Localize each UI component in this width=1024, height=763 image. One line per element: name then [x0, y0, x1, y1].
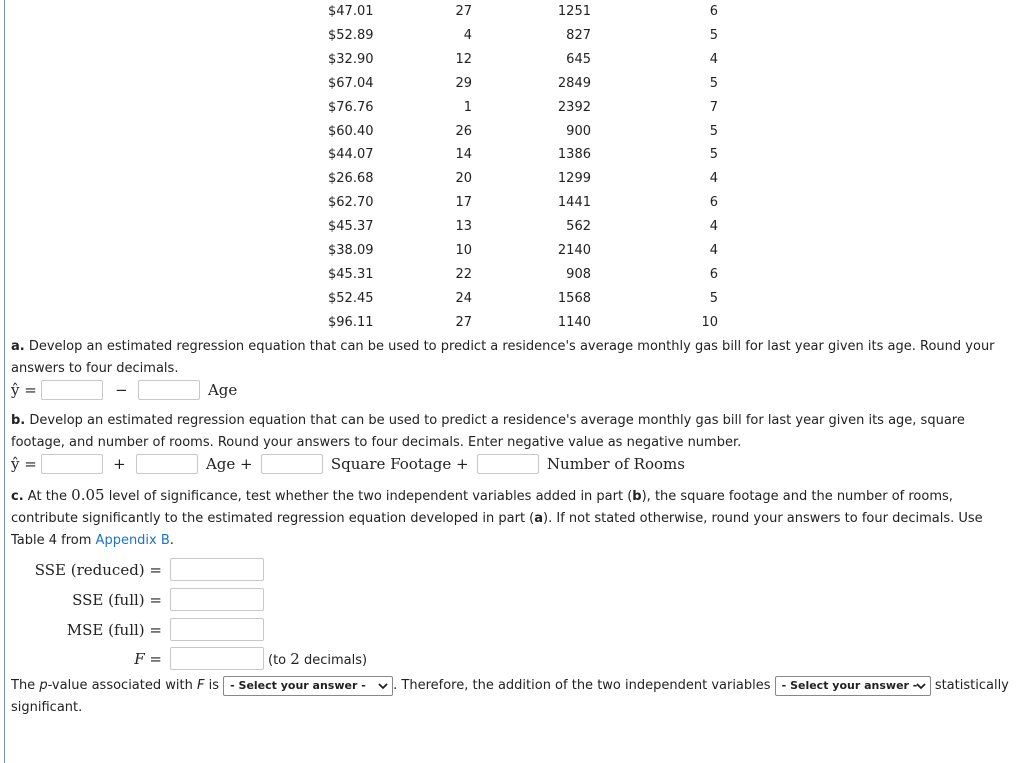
part-a-ref: a — [534, 511, 544, 526]
table-cell: $32.90 — [328, 51, 374, 67]
table-cell: 4 — [709, 243, 718, 258]
part-a-text: Develop an estimated regression equation that can be used to predict a residence's average monthly gas bill for last year given its age. Round your answers to four decimals. — [11, 339, 995, 376]
table-cell: $60.40 — [328, 123, 374, 139]
appendix-b-link[interactable]: Appendix B — [95, 533, 170, 548]
table-row — [0, 239, 1024, 263]
table-row — [0, 24, 1024, 48]
table-cell: $38.09 — [328, 243, 374, 258]
sse-full-input[interactable] — [170, 588, 264, 611]
table-cell: 5 — [709, 75, 718, 91]
table-cell: 22 — [455, 266, 472, 282]
f-note — [268, 646, 367, 674]
table-cell: 26 — [455, 123, 472, 139]
significance-select[interactable] — [775, 676, 931, 696]
significance-select-value: - Select your answer - — [781, 678, 918, 692]
part-a-question — [11, 336, 1016, 380]
chevron-down-icon — [916, 677, 926, 701]
sse-full-row — [0, 587, 400, 613]
table-cell: 2849 — [557, 75, 591, 91]
part-a-intercept-input[interactable] — [41, 380, 103, 400]
part-b-age-coef-input[interactable] — [136, 454, 198, 474]
part-b-equation — [11, 451, 685, 477]
f-note-num: 2 — [290, 650, 300, 668]
f-note-2: decimals) — [303, 653, 368, 668]
table-cell: 5 — [709, 147, 718, 163]
table-cell: 562 — [566, 219, 591, 235]
table-cell: 10 — [701, 314, 718, 330]
table-cell: $76.76 — [328, 99, 374, 115]
sse-full-label: SSE (full) = — [72, 591, 162, 609]
table-cell: 827 — [566, 27, 591, 43]
table-row — [0, 191, 1024, 215]
part-b-label: b. — [11, 413, 26, 428]
table-row — [0, 167, 1024, 191]
period: . — [169, 533, 174, 548]
part-b-intercept-input[interactable] — [41, 454, 103, 474]
table-cell: 1568 — [557, 290, 591, 306]
table-row — [0, 287, 1024, 311]
part-b-sqft-coef-input[interactable] — [261, 454, 323, 474]
table-cell: 29 — [455, 75, 472, 91]
table-cell: 5 — [709, 290, 718, 306]
mse-full-input[interactable] — [170, 618, 264, 641]
table-row — [0, 0, 1024, 24]
table-row — [0, 143, 1024, 167]
part-b-question — [11, 410, 1016, 454]
table-cell: $45.37 — [328, 219, 374, 235]
table-cell: 900 — [566, 123, 591, 139]
age-label: Age + — [205, 455, 253, 473]
mse-full-row — [0, 617, 400, 643]
sse-reduced-label: SSE (reduced) = — [34, 561, 162, 579]
table-cell: 10 — [455, 243, 472, 258]
table-cell: 1140 — [557, 314, 591, 330]
table-cell: 27 — [455, 314, 472, 330]
part-a-age-coef-input[interactable] — [138, 380, 200, 400]
part-c-text-2: level of significance, test whether the two independent variables added in part ( — [108, 489, 633, 504]
part-c-text-3: ), the square footage and the number of rooms, contribute significantly to the estimated regression equation developed in part ( — [11, 489, 953, 526]
table-cell: $26.68 — [328, 171, 374, 187]
table-cell: 4 — [709, 219, 718, 235]
yhat-label: ŷ = — [11, 455, 37, 473]
table-cell: 5 — [709, 123, 718, 139]
part-b-ref: b — [632, 489, 642, 504]
table-row — [0, 120, 1024, 144]
table-cell: 14 — [455, 147, 472, 163]
table-cell: 1386 — [557, 147, 591, 163]
table-row — [0, 215, 1024, 239]
table-cell: 1299 — [557, 171, 591, 187]
table-cell: 5 — [709, 27, 718, 43]
table-cell: 4 — [463, 27, 472, 43]
table-row — [0, 263, 1024, 287]
f-symbol: F — [196, 678, 205, 693]
pvalue-text-4: . Therefore, the addition of the two independent variables — [393, 678, 771, 693]
mse-full-label: MSE (full) = — [66, 621, 162, 639]
table-cell: 1251 — [557, 4, 591, 19]
number-of-rooms-label: Number of Rooms — [546, 455, 685, 473]
plus-sign: + — [113, 455, 126, 473]
age-label: Age — [207, 381, 238, 399]
table-cell: $52.45 — [328, 290, 374, 306]
f-label: F = — [134, 650, 162, 668]
table-cell: $45.31 — [328, 266, 374, 282]
table-cell: $44.07 — [328, 147, 374, 163]
table-cell: 27 — [455, 4, 472, 19]
pvalue-select-value: - Select your answer - — [230, 678, 366, 692]
table-cell: 1 — [463, 99, 472, 115]
table-cell: $62.70 — [328, 195, 374, 211]
f-row — [0, 646, 420, 672]
table-cell: 6 — [709, 266, 718, 282]
table-cell: $52.89 — [328, 27, 374, 43]
table-cell: 1441 — [557, 195, 591, 211]
table-cell: $47.01 — [328, 4, 374, 19]
p-symbol: p — [39, 678, 48, 693]
yhat-label: ŷ = — [11, 381, 37, 399]
significance-level: 0.05 — [71, 486, 105, 504]
chevron-down-icon — [378, 677, 388, 701]
table-row — [0, 48, 1024, 72]
minus-sign: − — [115, 381, 128, 399]
table-cell: 4 — [709, 51, 718, 67]
table-cell: 17 — [455, 195, 472, 211]
part-b-rooms-coef-input[interactable] — [477, 454, 539, 474]
part-c-text-4: ). If not stated otherwise, round your answers to four decimals. Use Table 4 from — [11, 511, 983, 548]
pvalue-text-5: statistically significant. — [11, 678, 1009, 715]
table-cell: 13 — [455, 219, 472, 235]
part-c-label: c. — [11, 489, 24, 504]
square-footage-label: Square Footage + — [330, 455, 469, 473]
table-cell: 645 — [566, 51, 591, 67]
table-cell: 20 — [455, 171, 472, 187]
table-cell: 7 — [709, 99, 718, 115]
pvalue-sentence — [11, 675, 1016, 719]
table-cell: 24 — [455, 290, 472, 306]
part-a-label: a. — [11, 339, 25, 354]
f-note-1: (to — [268, 653, 287, 668]
pvalue-text-3: is — [208, 678, 219, 693]
pvalue-text-2: -value associated with — [47, 678, 193, 693]
part-a-equation — [11, 377, 237, 403]
pvalue-text-1: The — [11, 678, 36, 693]
part-b-text: Develop an estimated regression equation that can be used to predict a residence's average monthly gas bill for last year given its age, square footage, and number of rooms. Round your answers to four decimals. Enter negative value as negative number. — [11, 413, 965, 450]
sse-reduced-input[interactable] — [170, 558, 264, 581]
table-cell: 6 — [709, 4, 718, 19]
table-cell: $96.11 — [328, 314, 374, 330]
sse-reduced-row — [0, 557, 400, 583]
f-input[interactable] — [170, 647, 264, 670]
table-cell: $67.04 — [328, 75, 374, 91]
table-row — [0, 72, 1024, 96]
table-cell: 12 — [455, 51, 472, 67]
pvalue-select[interactable] — [223, 676, 393, 696]
table-cell: 4 — [709, 171, 718, 187]
part-c-text-1: At the — [27, 489, 68, 504]
table-row — [0, 96, 1024, 120]
table-cell: 908 — [566, 266, 591, 282]
table-cell: 6 — [709, 195, 718, 211]
table-cell: 2140 — [557, 243, 591, 258]
part-c-question — [11, 484, 1016, 552]
table-cell: 2392 — [557, 99, 591, 115]
table-row — [0, 311, 1024, 335]
